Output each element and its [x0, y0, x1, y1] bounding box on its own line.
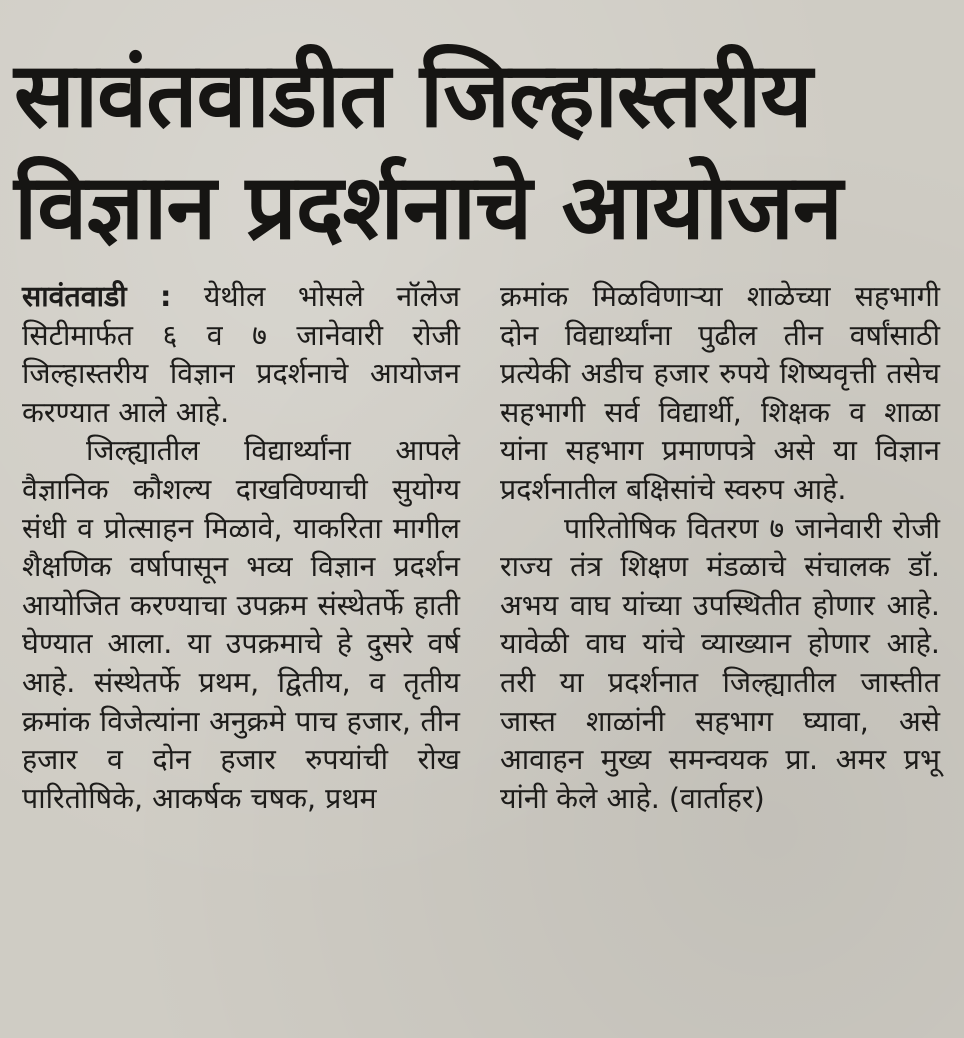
- paragraph-ceremony: पारितोषिक वितरण ७ जानेवारी रोजी राज्य तंत्र शिक्षण मंडळाचे संचालक डॉ. अभय वाघ यांच्या उपस्थितीत होणार आहे. यावेळी वाघ यांचे व्याख्यान होणार आहे. तरी या प्रदर्शनात जिल्ह्यातील जास्तीत जास्त शाळांनी सहभाग घ्यावा, असे आवाहन मुख्य समन्वयक प्रा. अमर प्रभू यांनी केले आहे. (वार्ताहर): [500, 511, 940, 815]
- paragraph-intro: [22, 278, 460, 432]
- article-column-left: [22, 278, 460, 818]
- headline-line-2: विज्ञान प्रदर्शनाचे आयोजन: [14, 155, 842, 260]
- paragraph-purpose: जिल्ह्यातील विद्यार्थ्यांना आपले वैज्ञानिक कौशल्य दाखविण्याची सुयोग्य संधी व प्रोत्साहन मिळावे, याकरिता मागील शैक्षणिक वर्षापासून भव्य विज्ञान प्रदर्शन आयोजित करण्याचा उपक्रम संस्थेतर्फे हाती घेण्यात आला. या उपक्रमाचे हे दुसरे वर्ष आहे. संस्थेतर्फे प्रथम, द्वितीय, व तृतीय क्रमांक विजेत्यांना अनुक्रमे पाच हजार, तीन हजार व दोन हजार रुपयांची रोख पारितोषिके, आकर्षक चषक, प्रथम: [22, 434, 460, 815]
- paragraph-intro-text: येथील भोसले नॉलेज सिटीमार्फत ६ व ७ जानेवारी रोजी जिल्हास्तरीय विज्ञान प्रदर्शनाचे आयोजन करण्यात आले आहे.: [22, 280, 460, 429]
- dateline: सावंतवाडी :: [22, 280, 172, 313]
- headline: [14, 40, 950, 264]
- article-column-right: [500, 278, 940, 818]
- paragraph-prizes: क्रमांक मिळविणाऱ्या शाळेच्या सहभागी दोन विद्यार्थ्यांना पुढील तीन वर्षांसाठी प्रत्येकी अडीच हजार रुपये शिष्यवृत्ती तसेच सहभागी सर्व विद्यार्थी, शिक्षक व शाळा यांना सहभाग प्रमाणपत्रे असे या विज्ञान प्रदर्शनातील बक्षिसांचे स्वरुप आहे.: [500, 280, 940, 506]
- headline-line-1: सावंतवाडीत जिल्हास्तरीय: [14, 43, 812, 148]
